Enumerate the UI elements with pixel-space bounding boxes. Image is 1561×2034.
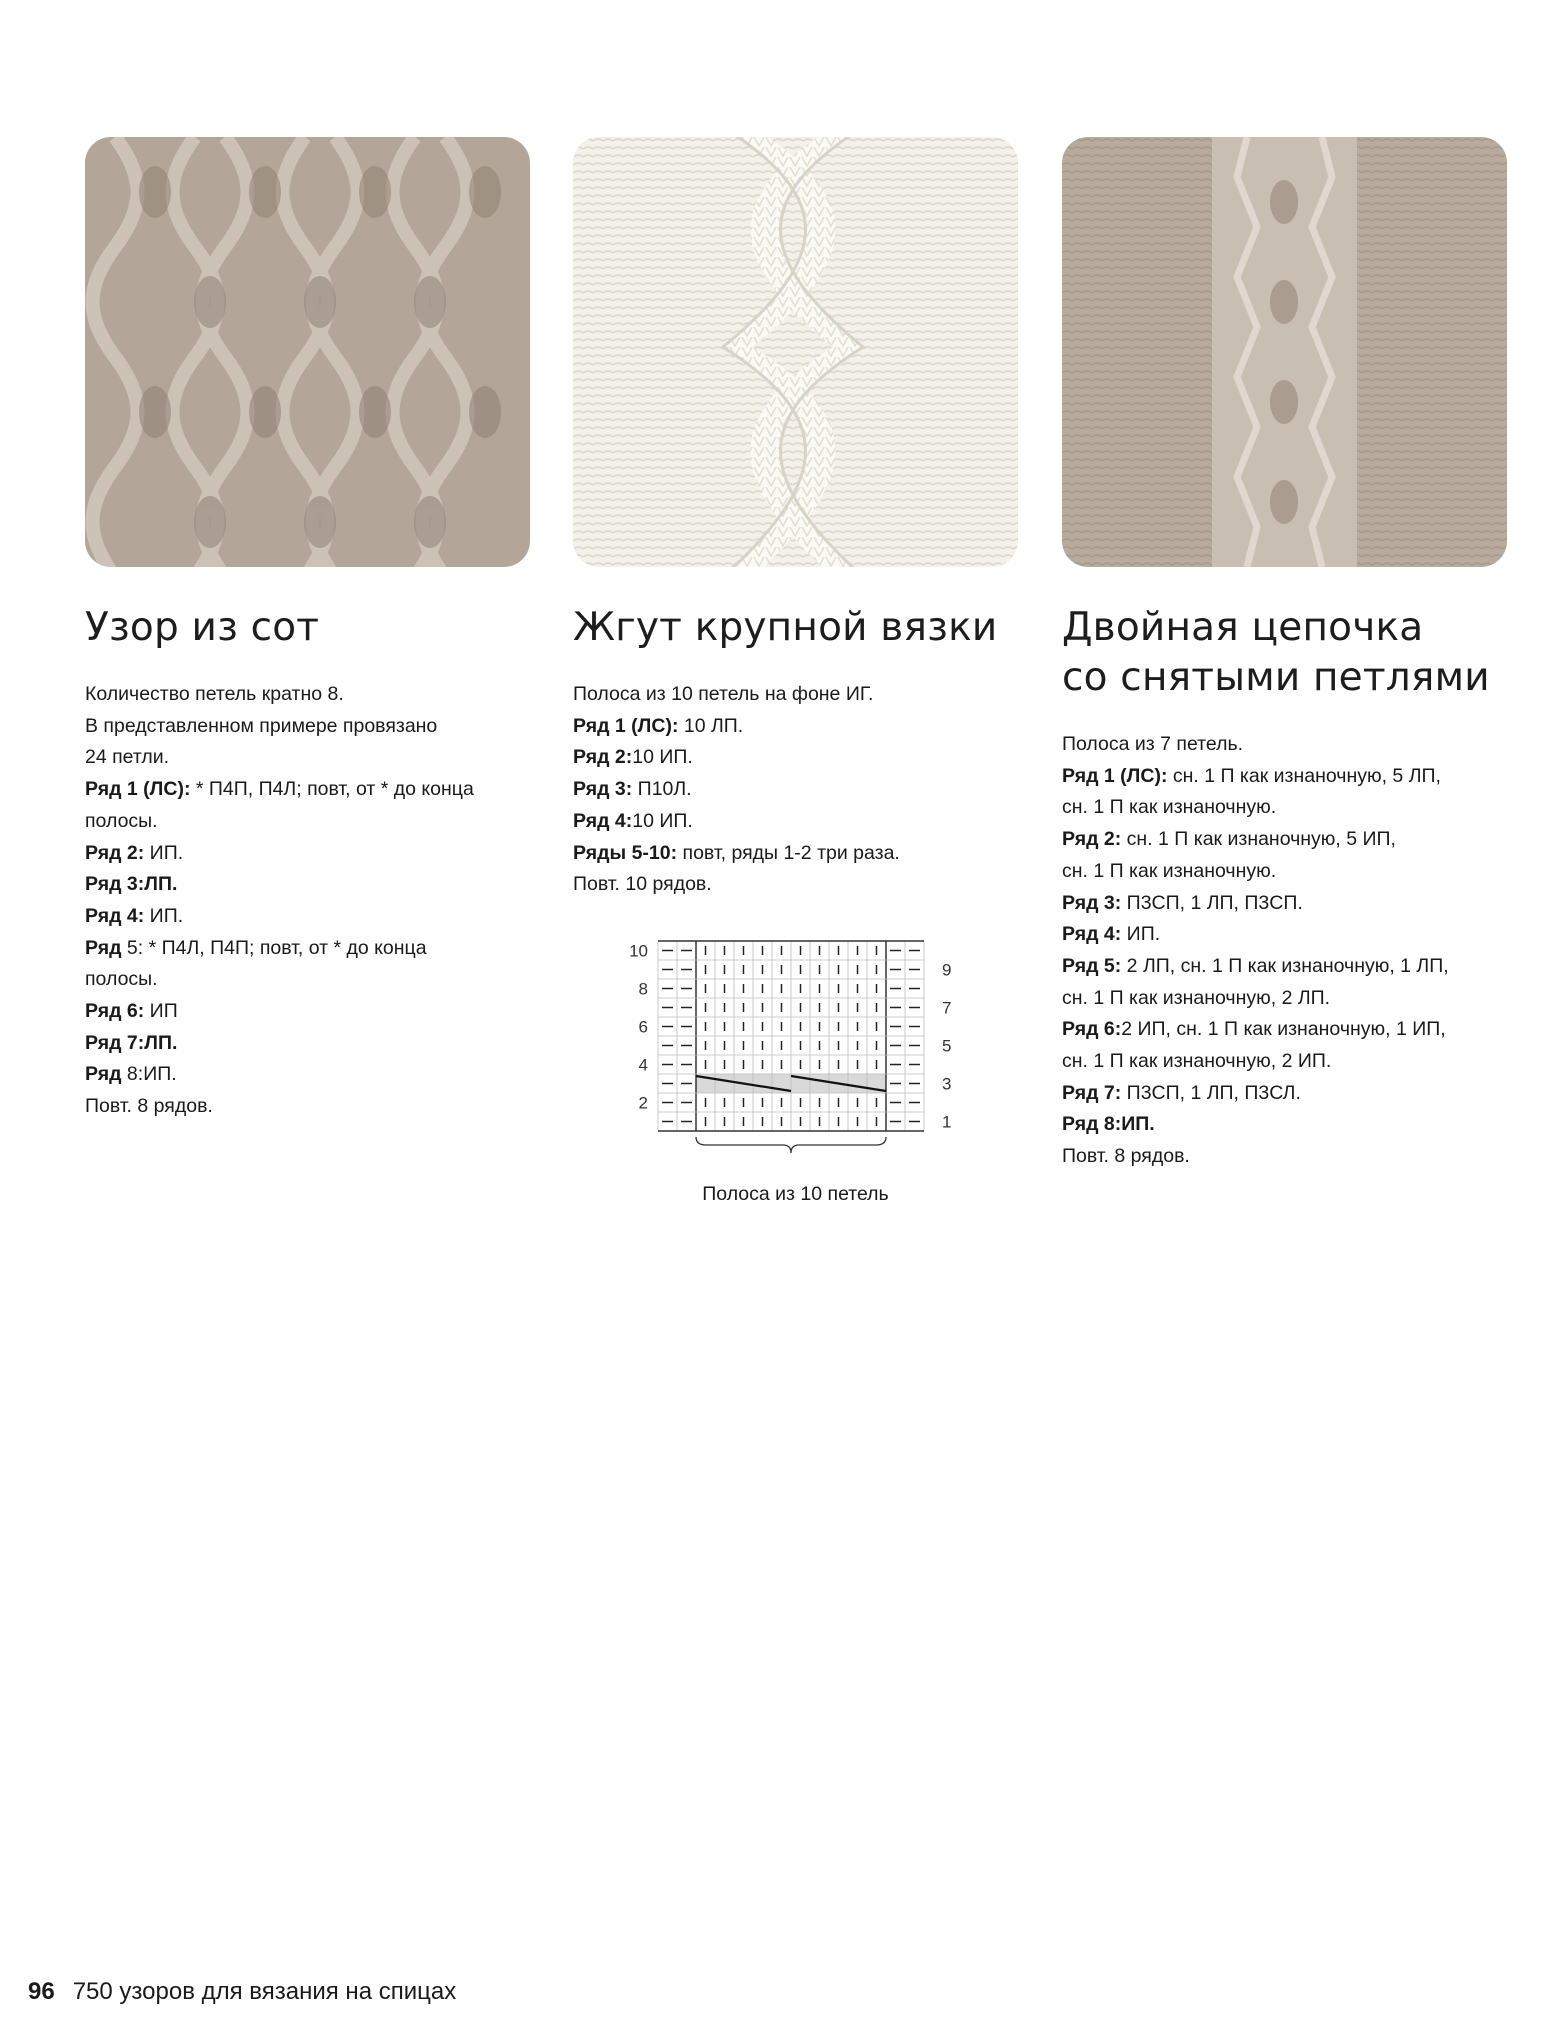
instruction-line: Количество петель кратно 8. <box>85 683 344 705</box>
row-number-right: 9 <box>942 960 952 980</box>
pattern-instructions <box>85 679 530 1123</box>
instruction-line: Полоса из 7 петель. <box>1062 733 1244 755</box>
instruction-line: Ряд 2: ИП. <box>85 841 184 864</box>
pattern-title: Узор из сот <box>85 605 320 650</box>
pattern-instructions <box>1062 729 1507 1173</box>
instruction-line: сн. 1 П как изнаночную, 2 ИП. <box>1062 1050 1332 1073</box>
instruction-line: Ряд 8:ИП. <box>1062 1113 1155 1136</box>
pattern-instructions <box>573 679 1018 901</box>
pattern-title: Двойная цепочка со снятыми петлями <box>1062 605 1490 700</box>
page-footer <box>28 1978 456 2006</box>
panel-brace <box>696 1137 886 1153</box>
instruction-line: Ряд 3:ЛП. <box>85 873 178 896</box>
large-cable-swatch-image <box>573 137 1018 567</box>
book-title: 750 узоров для вязания на спицах <box>72 1978 457 2005</box>
chart-caption: Полоса из 10 петель <box>702 1182 889 1205</box>
pattern-large-cable <box>573 137 1018 1231</box>
instruction-line: Ряд 4:10 ИП. <box>573 809 693 832</box>
instruction-line: Ряд 5: * П4Л, П4П; повт, от * до конца <box>85 936 427 959</box>
row-number-right: 1 <box>942 1112 952 1132</box>
pattern-title: Жгут крупной вязки <box>573 605 998 650</box>
instruction-line: Повт. 8 рядов. <box>1062 1145 1190 1168</box>
instruction-line: Ряд 6: ИП <box>85 1000 178 1023</box>
instruction-line: Ряд 2: сн. 1 П как изнаночную, 5 ИП, <box>1062 828 1396 851</box>
instruction-line: сн. 1 П как изнаночную. <box>1062 796 1277 819</box>
page-number: 96 <box>28 1978 55 2005</box>
instruction-line: Ряд 4: ИП. <box>85 904 184 927</box>
honeycomb-swatch-image <box>85 137 530 567</box>
instruction-line: полосы. <box>85 968 158 991</box>
instruction-line: Ряд 3: П3СП, 1 ЛП, П3СП. <box>1062 891 1303 914</box>
row-number-left: 8 <box>638 979 648 999</box>
row-number-right: 5 <box>942 1036 952 1056</box>
instruction-line: Ряд 5: 2 ЛП, сн. 1 П как изнаночную, 1 ЛП, <box>1062 954 1449 977</box>
row-number-left: 4 <box>638 1055 648 1075</box>
row-number-left: 2 <box>638 1093 648 1113</box>
row-number-left: 10 <box>629 941 648 961</box>
instruction-line: Ряд 1 (ЛС): сн. 1 П как изнаночную, 5 ЛП, <box>1062 764 1441 787</box>
instruction-line: 24 петли. <box>85 746 170 769</box>
instruction-line: Ряд 8:ИП. <box>85 1063 177 1086</box>
instruction-line: Ряд 7:ЛП. <box>85 1031 178 1054</box>
instruction-line: Повт. 8 рядов. <box>85 1095 213 1118</box>
row-number-left: 6 <box>638 1017 648 1037</box>
knitting-chart-grid <box>573 931 1018 1181</box>
pattern-double-chain <box>1062 137 1507 1173</box>
pattern-honeycomb <box>85 137 530 1123</box>
double-chain-swatch-image <box>1062 137 1507 567</box>
knitting-chart <box>573 931 1018 1231</box>
row-number-right: 3 <box>942 1074 952 1094</box>
instruction-line: сн. 1 П как изнаночную. <box>1062 859 1277 882</box>
instruction-line: Повт. 10 рядов. <box>573 873 712 896</box>
instruction-line: сн. 1 П как изнаночную, 2 ЛП. <box>1062 986 1331 1009</box>
instruction-line: Ряд 1 (ЛС): * П4П, П4Л; повт, от * до конца <box>85 778 474 801</box>
instruction-line: Ряд 3: П10Л. <box>573 778 692 801</box>
instruction-line: Ряд 7: П3СП, 1 ЛП, П3СЛ. <box>1062 1081 1301 1104</box>
instruction-line: Ряд 1 (ЛС): 10 ЛП. <box>573 714 744 737</box>
instruction-line: полосы. <box>85 809 158 832</box>
instruction-line: Полоса из 10 петель на фоне ИГ. <box>573 683 874 705</box>
instruction-line: В представленном примере провязано <box>85 714 438 737</box>
instruction-line: Ряды 5-10: повт, ряды 1-2 три раза. <box>573 841 900 864</box>
instruction-line: Ряд 4: ИП. <box>1062 923 1161 946</box>
instruction-line: Ряд 6:2 ИП, сн. 1 П как изнаночную, 1 ИП, <box>1062 1018 1446 1041</box>
row-number-right: 7 <box>942 998 952 1018</box>
instruction-line: Ряд 2:10 ИП. <box>573 746 693 769</box>
